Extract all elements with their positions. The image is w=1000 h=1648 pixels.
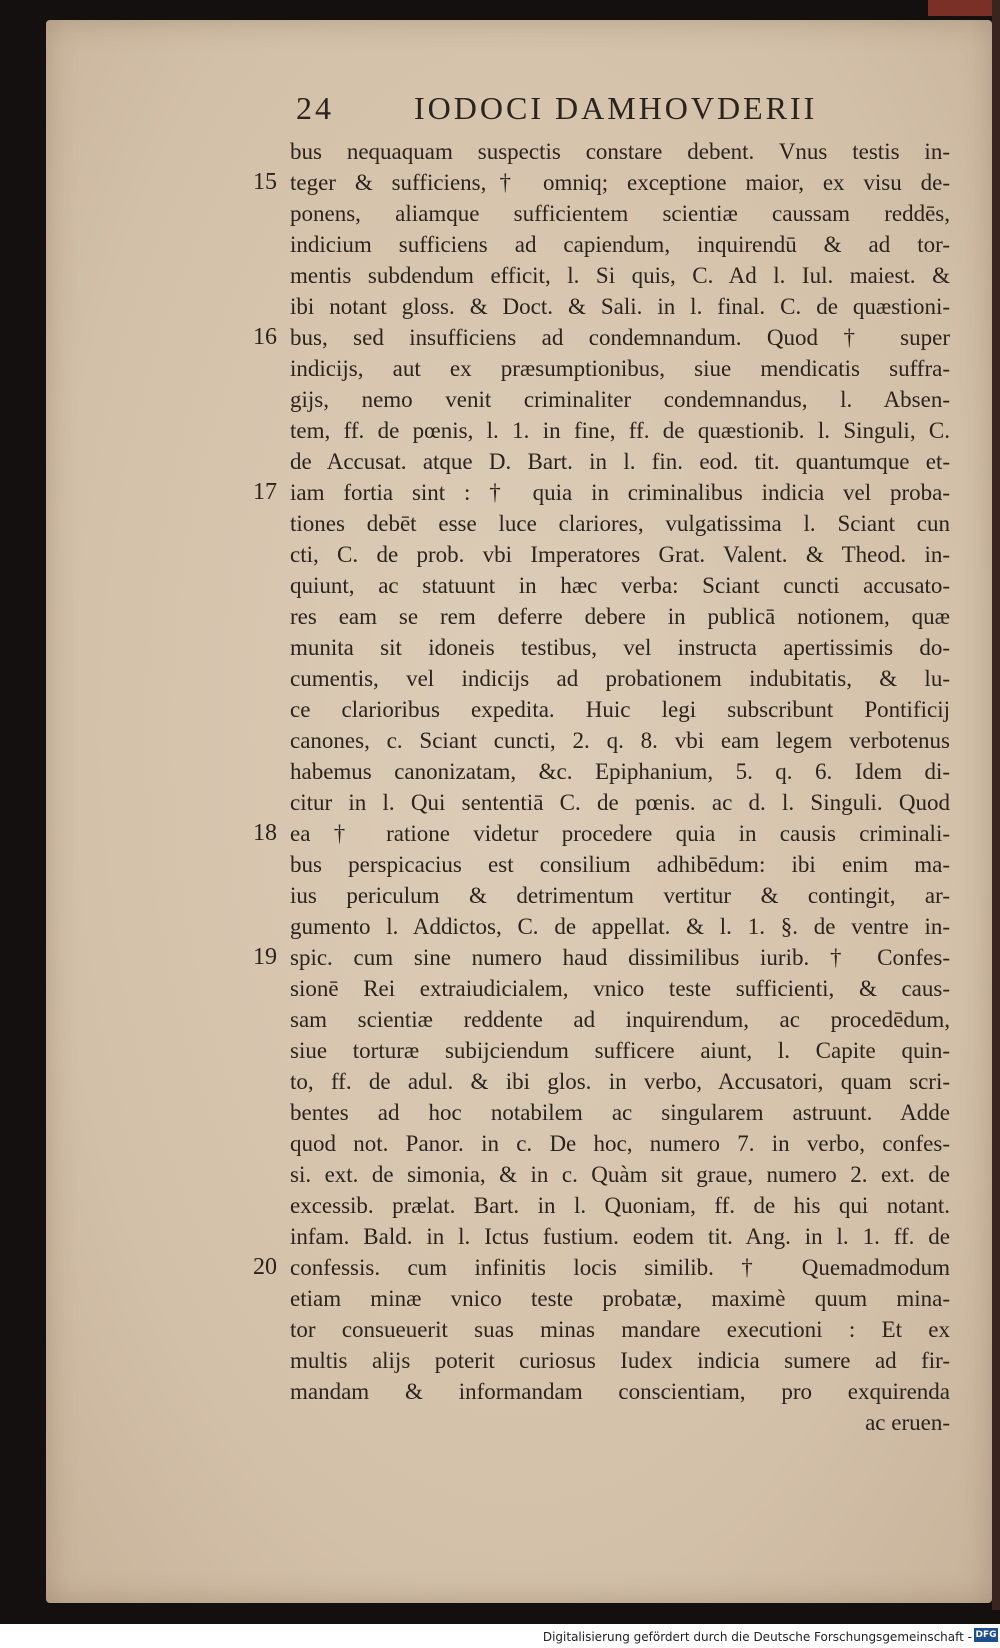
text-line: siue torturæ subijciendum sufficere aiunt, l. Capite quin- <box>290 1038 950 1063</box>
text-line: ponens, aliamque sufficientem scientiæ caussam reddēs, <box>290 201 950 226</box>
text-line: mandam & informandam conscientiam, pro exquirenda <box>290 1379 950 1404</box>
text-line: ac eruen- <box>865 1410 950 1435</box>
page-edge-tab <box>928 0 1000 16</box>
text-line: mentis subdendum efficit, l. Si quis, C. Ad l. Iul. maiest. & <box>290 263 950 288</box>
text-line: ea † ratione videtur procedere quia in causis criminali- <box>290 821 950 846</box>
text-line: quiunt, ac statuunt in hæc verba: Sciant cuncti accusato- <box>290 573 950 598</box>
running-head <box>296 90 856 130</box>
text-line: cti, C. de prob. vbi Imperatores Grat. Valent. & Theod. in- <box>290 542 950 567</box>
text-line: tor consueuerit suas minas mandare executioni : Et ex <box>290 1317 950 1342</box>
running-title: IODOCI DAMHOVDERII <box>414 90 818 126</box>
margin-number: 20 <box>253 1254 277 1280</box>
book-edge <box>992 0 1000 1610</box>
text-line: bus, sed insufficiens ad condemnandum. Quod † super <box>290 325 950 350</box>
text-line: res eam se rem deferre debere in publicā notionem, quæ <box>290 604 950 629</box>
text-line: cumentis, vel indicijs ad probationem indubitatis, & lu- <box>290 666 950 691</box>
text-line: indicijs, aut ex præsumptionibus, siue mendicatis suffra- <box>290 356 950 381</box>
text-line: ce clarioribus expedita. Huic legi subscribunt Pontificij <box>290 697 950 722</box>
text-line: infam. Bald. in l. Ictus fustium. eodem tit. Ang. in l. 1. ff. de <box>290 1224 950 1249</box>
digitization-footer <box>0 1624 1000 1648</box>
text-line: tiones debēt esse luce clariores, vulgatissima l. Sciant cun <box>290 511 950 536</box>
dfg-logo: DFG <box>975 1630 997 1640</box>
text-line: indicium sufficiens ad capiendum, inquirendū & ad tor- <box>290 232 950 257</box>
text-line: sionē Rei extraiudicialem, vnico teste sufficienti, & caus- <box>290 976 950 1001</box>
text-line: to, ff. de adul. & ibi glos. in verbo, Accusatori, quam scri- <box>290 1069 950 1094</box>
text-line: de Accusat. atque D. Bart. in l. fin. eod. tit. quantumque et- <box>290 449 950 474</box>
footer-text: Digitalisierung gefördert durch die Deutsche Forschungsgemeinschaft - <box>542 1630 972 1644</box>
text-line: ius periculum & detrimentum vertitur & contingit, ar- <box>290 883 950 908</box>
text-line: munita sit idoneis testibus, vel instructa apertissimis do- <box>290 635 950 660</box>
margin-number: 16 <box>253 324 277 350</box>
text-line: bus perspicacius est consilium adhibēdum: ibi enim ma- <box>290 852 950 877</box>
text-line: teger & sufficiens,† omniq; exceptione maior, ex visu de- <box>290 170 950 195</box>
text-line: iam fortia sint : † quia in criminalibus indicia vel proba- <box>290 480 950 505</box>
text-line: ibi notant gloss. & Doct. & Sali. in l. final. C. de quæstioni- <box>290 294 950 319</box>
text-line: etiam minæ vnico teste probatæ, maximè quum mina- <box>290 1286 950 1311</box>
text-line: citur in l. Qui sententiā C. de pœnis. ac d. l. Singuli. Quod <box>290 790 950 815</box>
text-line: tem, ff. de pœnis, l. 1. in fine, ff. de quæstionib. l. Singuli, C. <box>290 418 950 443</box>
page-number: 24 <box>296 90 334 126</box>
margin-number: 18 <box>253 820 277 846</box>
margin-number: 15 <box>253 169 277 195</box>
text-line: quod not. Panor. in c. De hoc, numero 7. in verbo, confes- <box>290 1131 950 1156</box>
text-line: spic. cum sine numero haud dissimilibus iurib. † Confes- <box>290 945 950 970</box>
text-line: habemus canonizatam, &c. Epiphanium, 5. q. 6. Idem di- <box>290 759 950 784</box>
margin-number: 17 <box>253 479 277 505</box>
text-line: bentes ad hoc notabilem ac singularem astruunt. Adde <box>290 1100 950 1125</box>
margin-number: 19 <box>253 944 277 970</box>
text-line: confessis. cum infinitis locis similib. † Quemadmodum <box>290 1255 950 1280</box>
text-line: excessib. prælat. Bart. in l. Quoniam, ff. de his qui notant. <box>290 1193 950 1218</box>
text-line: gijs, nemo venit criminaliter condemnandus, l. Absen- <box>290 387 950 412</box>
text-line: multis alijs poterit curiosus Iudex indicia sumere ad fir- <box>290 1348 950 1373</box>
text-line: canones, c. Sciant cuncti, 2. q. 8. vbi eam legem verbotenus <box>290 728 950 753</box>
text-line: si. ext. de simonia, & in c. Quàm sit graue, numero 2. ext. de <box>290 1162 950 1187</box>
text-line: bus nequaquam suspectis constare debent. Vnus testis in- <box>290 139 950 164</box>
body-text <box>290 136 950 1438</box>
text-line: gumento l. Addictos, C. de appellat. & l. 1. §. de ventre in- <box>290 914 950 939</box>
text-line: sam scientiæ reddente ad inquirendum, ac procedēdum, <box>290 1007 950 1032</box>
